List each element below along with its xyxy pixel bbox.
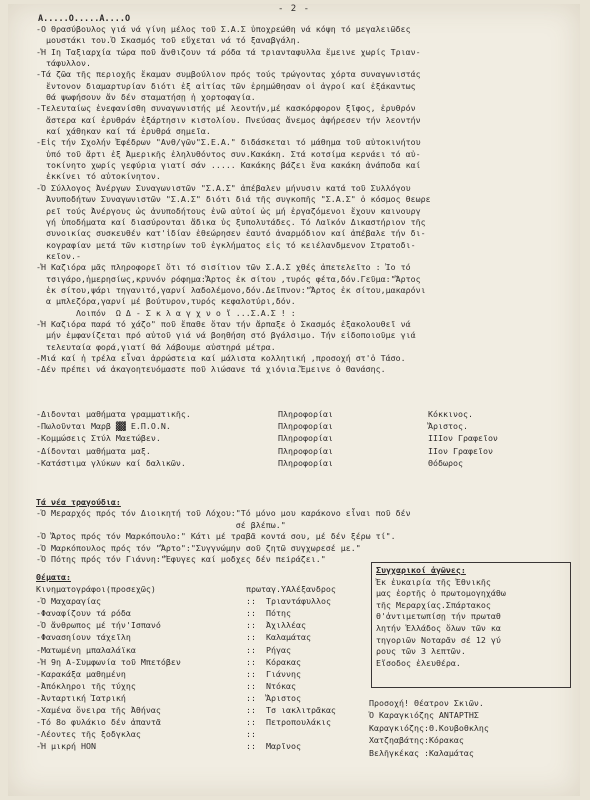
text-line: ἔντονον διαμαρτυρίαν διότι ἐξ αἰτίας τῶν ἐρημώθησαν οἱ ἀγροί καί ἐξάκαντως <box>36 80 416 91</box>
film-star: Πετροπουλάκις <box>266 717 331 728</box>
film-star: Τριαντάφυλλος <box>266 596 331 607</box>
announcement-row <box>36 432 498 444</box>
typewritten-page <box>8 4 580 796</box>
text-line: τσιγάρο,ἠμερησίως,κρυνόν ρόφημα:Ἄρτος ἐκ σίτου ,τυρός φέτα,δόν.Γεῦμα:"Ἄρτος <box>36 273 421 284</box>
film-star: Καλαμάτας <box>266 632 311 643</box>
shadow-theatre-program <box>369 697 489 759</box>
film-separator: :: <box>246 656 256 667</box>
film-row <box>36 716 336 728</box>
box-line: τηγοριῶν Νοταρᾶν σέ 12 γύ <box>376 634 501 645</box>
text-line: τάφυλλον. <box>36 58 91 69</box>
text-line: μήν ἐμφανίζεται πρό αὐτοῦ γιά νά βοηθήση στό βγάλσιμο. Τήν εἰδοποιοῦμε γιά <box>36 330 416 341</box>
film-row <box>36 607 336 619</box>
film-row <box>36 668 336 680</box>
text-line: -Δέν πρέπει νά ἀκαγοητευόμαστε ποῦ λιώσανε τά χιόνια.Ἔμεινε ὁ Θανάσης. <box>36 364 386 375</box>
film-title: -Φαναφίζουν τά ρόδα <box>36 608 131 619</box>
announcement-row <box>36 457 498 469</box>
text-line: -Τά ζῶα τῆς περιοχῆς ἔκαμαν συμβούλιον πρός τούς τρώγοντας χόρτα συναγωνιστάς <box>36 69 421 80</box>
box-line: θ'ἀντιμετωπίσῃ τήν πρωταθ <box>376 611 501 622</box>
film-row <box>36 595 336 607</box>
film-separator: :: <box>246 680 256 691</box>
announcement-text: -Κομμώσεις Στύλ Μαετώβεν. <box>36 433 161 444</box>
program-line: Ὁ Καραγκιόζης ΑΝΤΑΡΤΗΣ <box>369 710 479 721</box>
box-title: Συγχαρικοί ἀγῶνες: <box>376 565 466 575</box>
film-star: Ἄριστος <box>266 692 301 703</box>
saying-line: σέ βλέπω." <box>36 519 286 530</box>
film-separator: :: <box>246 729 256 740</box>
announcement-contact: ΙΙον Γραφεῖον <box>428 445 493 456</box>
film-title: -Ὁ ἄνθρωπος μέ τήν'Ισπανό <box>36 620 161 631</box>
film-separator: :: <box>246 620 256 631</box>
text-line: ρεῖ τούς Ἀνέργους ὡς ἀνυποδήτους ἐνῶ αὐτοί ὡς μή ἐργαζόμενοι ἔχουν καινουργ <box>36 205 421 216</box>
film-separator: :: <box>246 632 256 643</box>
film-separator: :: <box>246 692 256 703</box>
text-line: γή ὑποδήματα καί διασύρονται ἄδικα ὑς ξυπολυτάδες. Τό Λαϊκόν Δικαστήριον τῆς <box>36 216 426 227</box>
box-line: Ἐκ ἐυκαιρία τῆς Ἐθνικῆς <box>376 576 491 587</box>
announcement-contact: Κόκκινος. <box>428 409 473 419</box>
box-line: μας ἑορτῆς ὁ πρωτομογηχάθω <box>376 588 506 599</box>
film-star: Ντόκας <box>266 680 296 691</box>
film-separator: :: <box>246 644 256 655</box>
text-line: -Ὁ Σύλλογος Ἀνέργων Συναγωνιστῶν "Σ.Α.Σ" ἀπέβαλεν μήνυσιν κατά τοῦ Συλλόγου <box>36 182 411 193</box>
text-line: Ἀνυποδήτων Συναγωνιστῶν "Σ.Α.Σ" διότι διά τῆς συγκοπῆς "Σ.Α.Σ" ὁ κόσμος θεωρε <box>36 194 431 205</box>
film-row <box>36 704 336 716</box>
film-star: Ρήγας <box>266 644 291 655</box>
text-line: κογραφίαν μετά τῶν κιστηρίων τοῦ ἐγκλήματος εἰς τό κειέλανδμενον Στρατοδι- <box>36 239 416 250</box>
film-title: -Ἀνταρτική Ἰατρική <box>36 692 126 703</box>
text-line: ἐκ σίτου,ψάρι τηγανιτό,γαρνί λαδολέμονο,δόν.Δεῖπνον:"Ἄρτος ἐκ σίτου,μακαρόνι <box>36 284 426 295</box>
text-line: θά ψωφήσουν ἄν δέν σταματήσῃ ἡ χορτοφαγία. <box>36 92 256 103</box>
program-line: Βελῆγκέκας :Καλαμάτας <box>369 747 474 758</box>
announcement-text: -Διδονται μαθήματα γραμματικῆς. <box>36 409 191 419</box>
film-separator: :: <box>246 705 256 716</box>
film-title: -Φανασηίουν τάχεῖλη <box>36 632 131 643</box>
text-line: συνοικίας συσκευθέν κατ'ἰδίαν ἐθεώρησεν ἑαυτό ἀναρμόδιον καί ἀπέβαλε τήν δι- <box>36 228 426 239</box>
text-line: -Ἡ Καζιόρα μᾶς πληροφορεῖ ὅτι τό σισίτιον τῶν Σ.Α.Σ χθές ἀπετελεῖτο : Ἰο τό <box>36 262 411 273</box>
news-items <box>36 24 566 376</box>
sayings-title: Τά νέα τραγούδια: <box>36 497 121 507</box>
announcement-info: Πληροφορίαι <box>278 457 333 468</box>
announcement-row <box>36 445 498 457</box>
box-line: λητήν Ἑλλάδος ὅλων τῶν κα <box>376 622 501 633</box>
box-line: ρους τῶν 3 λεπτῶν. <box>376 646 466 657</box>
announcements <box>36 408 498 469</box>
text-line: -Ο Θρασύβουλος γιά νά γίνη μέλος τοῦ Σ.Α.Σ ὑποχρεώθη νά κόψη τό μεγαλειῶδες <box>36 24 411 34</box>
film-row <box>36 619 336 631</box>
films-header-right: πρωταγ.ΥΑλέξανδρος <box>246 584 336 595</box>
film-title: -Ὁ Μαχαραγίας <box>36 596 101 607</box>
text-line: -Εἰς τήν Σχολήν Ἐφέδρων "Ανθ/γῶν"Σ.Ε.Α." διδάσκεται τό μάθημα τοῦ αὐτοκινήτου <box>36 137 421 148</box>
box-line: Εἴσοδος ἐλευθέρα. <box>376 657 461 668</box>
program-line: Χατζηαβάτης:Κόρακας <box>369 735 464 746</box>
films-subtitle: Κινηματογράφοι(προσεχῶς) <box>36 584 156 595</box>
saying-line: -Ὁ Πότης πρός τόν Γιάννη:"Ἔφυγες καί μοδχες δέν πεiράζει." <box>36 554 326 565</box>
program-line: Καραγκιόζης:Θ.Κουβοθκλης <box>369 722 489 733</box>
text-line: -Μιά καί ἡ τρέλα εἶναι ἀρρώστεια καί μάλιστα κολλητική ,προσοχή στ'ὁ Τάσο. <box>36 352 406 363</box>
film-separator: :: <box>246 608 256 619</box>
film-title: -Καρακάξα μαθημένη <box>36 668 126 679</box>
film-separator: :: <box>246 717 256 728</box>
text-line: Λοιπόν Ω Δ - Σ κ λ α γ χ ν ο ἵ ...Σ.Α.Σ ! : <box>36 307 296 318</box>
film-title: -Ἀπόκληροι τῆς τύχης <box>36 680 136 691</box>
film-separator: :: <box>246 741 256 752</box>
film-title: -Ματωμένη μπαλαλάϊκα <box>36 644 136 655</box>
film-star: Τσ ιακλιτρᾶκας <box>266 705 336 716</box>
page-header: Α.....Ο.....Α....Ο <box>38 14 131 24</box>
film-title: -Ἡ 9η Α-Συμφωνία τοῦ Μπετόβεν <box>36 656 181 667</box>
film-title: -Τό 8ο φυλάκιο δέν ἀπαντᾶ <box>36 717 161 728</box>
film-row <box>36 656 336 668</box>
film-separator: :: <box>246 668 256 679</box>
text-line: ὑπό τοῦ ἄρτι ἐξ Ἀμερικῆς ἐληλυθόντος συν.Κακάκη. Στά κοτσίμα κερνάει τό αὐ- <box>36 148 421 159</box>
film-title: -Ἡ μικρή ΗΟΝ <box>36 741 96 752</box>
film-star: Ἀχιλλέας <box>266 620 306 631</box>
text-line: κεῖον.- <box>36 250 81 261</box>
announcement-contact: Ἄριστος. <box>428 421 468 432</box>
film-separator: :: <box>246 596 256 607</box>
announcement-info: Πληροφορίαι <box>278 409 333 419</box>
films-title: Θέματα: <box>36 572 71 582</box>
text-line: ἄστερα καί ἐρυθράν ἐξάρτησιν κιστολίου. Πνεύσας ἄνεμος ἀφήρεσεν τήν λεοντήν <box>36 114 421 125</box>
films-section <box>36 571 336 752</box>
film-row <box>36 692 336 704</box>
film-star: Γιάννης <box>266 668 301 679</box>
film-title: -Λέοντες τῆς ξοδγκλας <box>36 729 141 740</box>
film-row <box>36 728 336 740</box>
program-line: Προσοχή! Θέατρον Σκιῶν. <box>369 698 484 708</box>
film-row <box>36 740 336 752</box>
text-line: μουστάκι του.Ὁ Σκασμός τοῦ εὔχεται νά τό ξαναβγάλη. <box>36 35 301 46</box>
film-star: Πότης <box>266 608 291 619</box>
text-line: -Ἡ Ιη Ταξιαρχία τώρα ποῦ ἄνθιζουν τά ρόδα τά τριανταφυλλα ἔμεινε χωρίς Τριαν- <box>36 46 421 57</box>
announcement-info: Πληροφορίαι <box>278 421 333 432</box>
film-row <box>36 644 336 656</box>
saying-line: -Ὁ Μαρκόπουλος πρός τόν "Ἄρτο":"Συγγνώμην σοῦ ζητῶ συγχωρεσέ με." <box>36 542 361 553</box>
film-title: -Χαμένα ὄνειρα τῆς Ἀθήνας <box>36 705 161 716</box>
announcement-info: Πληροφορίαι <box>278 445 333 456</box>
text-line: α μπλεζόρα,γαρνί μέ βούτυρον,τυρός κεφαλοτύρι,δόν. <box>36 296 296 307</box>
text-line: ἐκκίνει τό αὐτοκίνητον. <box>36 171 161 182</box>
saying-line: -Ὁ Μεραρχός πρός τόν Διοικητή τοῦ Λόχου:"Τό μόνο μου καράκονο εἶναι ποῦ δέν <box>36 508 411 519</box>
page-number: - 2 - <box>277 4 311 14</box>
announcement-contact: ΙΙΙον Γραφεῖον <box>428 433 498 444</box>
film-row <box>36 680 336 692</box>
boxing-announcement-box <box>371 562 571 688</box>
text-line: καί χάθηκαν καί τά ἐρυθρά σημεῖα. <box>36 126 211 137</box>
text-line: -Ἡ Καζιόρα παρά τό χάζο" ποῦ ἔπαθε ὅταν τήν ἄρπαξε ὁ Σκασμός ἐξακολουθεῖ νά <box>36 318 411 329</box>
text-line: -Τελευταίως ἐνεφανίσθη συναγωνιστής μέ λεοντήν,μέ κασκόρφορον ξῖφος, ἐρυθρόν <box>36 103 416 114</box>
announcement-contact: Θόδωρος <box>428 457 463 468</box>
announcement-text: -Πωλοῦνται Μαρβ ▓▓ Ε.Π.Ο.Ν. <box>36 421 171 432</box>
box-line: τῆς Μεραρχίας.Σπάρτακος <box>376 599 491 610</box>
film-star: Μαρῖνος <box>266 741 301 752</box>
announcement-text: -Δίδονται μαθήματα μαξ. <box>36 445 151 456</box>
announcement-row <box>36 420 498 432</box>
text-line: τελευταία φορά,γιατί θά λάβουμε αὐστηρά μέτρα. <box>36 341 276 352</box>
announcement-text: -Κατάστιμα γλύκων καί δαλικῶν. <box>36 457 186 468</box>
film-row <box>36 631 336 643</box>
text-line: τοκίνητο χωρίς γεφύρια γιατί σάν ..... Κακάκης βάζει ἕνα κακάκη ἀνάποδα καί <box>36 160 421 171</box>
sayings-section <box>36 497 566 565</box>
film-star: Κόρακας <box>266 656 301 667</box>
announcement-row <box>36 408 498 420</box>
announcement-info: Πληροφορίαι <box>278 433 333 444</box>
saying-line: -Ὁ Ἄρτος πρός τόν Μαρκόπουλο:" Κάτι μέ τραβᾶ κοντά σου, μέ δέν ξέρω τί". <box>36 531 396 542</box>
